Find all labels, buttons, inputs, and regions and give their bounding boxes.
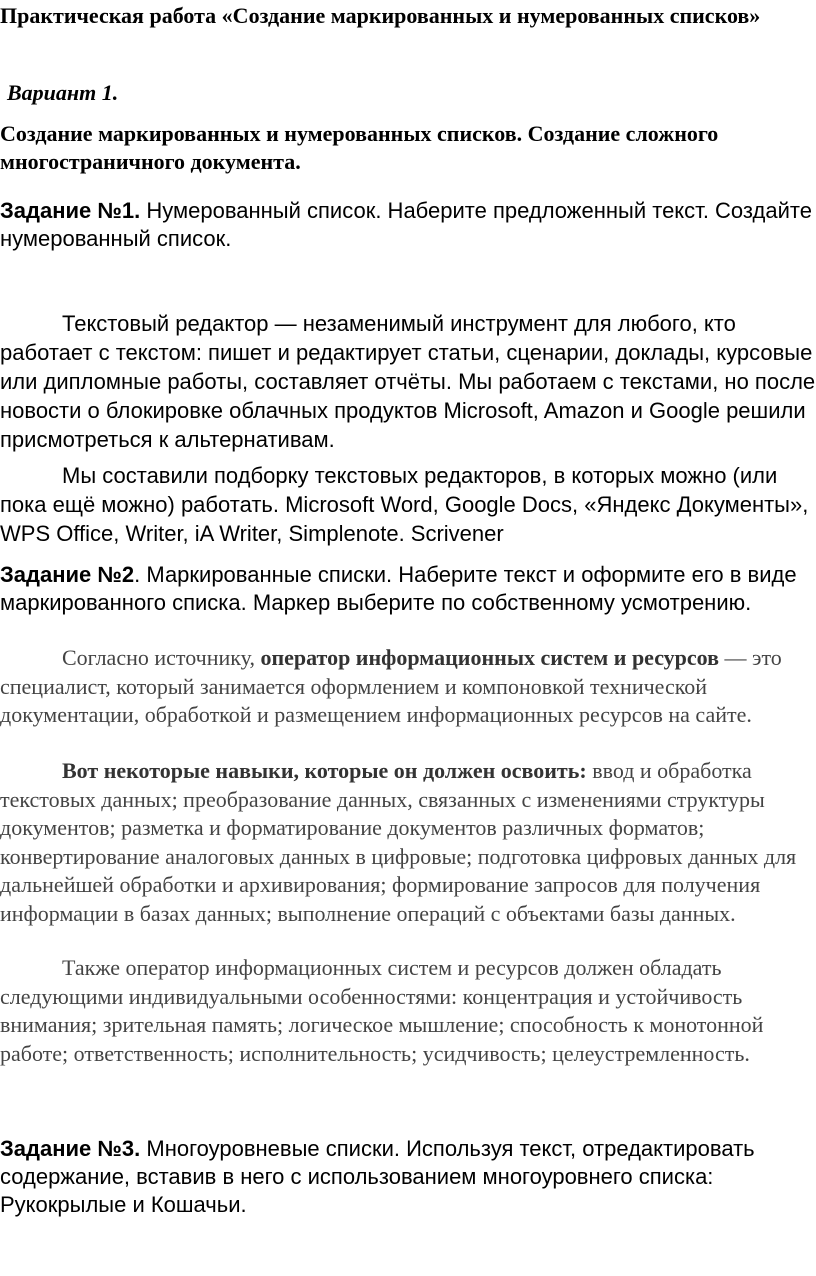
task2-heading [0,561,816,617]
document-title: Практическая работа «Создание маркированных и нумерованных списков» [0,3,761,28]
task1-paragraph-1: Текстовый редактор — незаменимый инструмент для любого, кто работает с текстом: пишет и редактирует статьи, сценарии, доклады, курсовые или дипломные работы, составляет отчёты. Мы работаем с текстами, но после новости о блокировке облачных продуктов Microsoft, Amazon и Google решили присмотреться к альтернативам. [0,311,816,452]
task3-heading [0,1135,816,1219]
variant-heading: Вариант 1. [7,80,119,105]
task2-paragraph-1 [0,644,816,730]
task2-p1-bold: оператор информационных систем и ресурсов [260,645,720,670]
task2-p2-rest: ввод и обработка текстовых данных; преобразование данных, связанных с изменениями структуры документов; разметка и форматирование документов различных форматов; конвертирование аналоговых данных в цифровые; подготовка цифровых данных для дальнейшей обработки и архивирования; формирование запросов для получения информации в базах данных; выполнение операций с объектами базы данных. [0,758,797,926]
task3-label: Задание №3. [0,1136,141,1161]
task2-p1-rest: — это специалист, который занимается оформлением и компоновкой технической документации, обработкой и размещением информационных ресурсов на сайте. [0,645,782,727]
task2-p2-bold: Вот некоторые навыки, которые он должен освоить: [62,758,587,783]
task1-text: Нумерованный список. Наберите предложенный текст. Создайте нумерованный список. [0,198,812,251]
task2-paragraph-3: Также оператор информационных систем и ресурсов должен обладать следующими индивидуальными особенностями: концентрация и устойчивость внимания; зрительная память; логическое мышление; способность к монотонной работе; ответственность; исполнительность; усидчивость; целеустремленность. [0,955,764,1066]
task1-paragraph-2: Мы составили подборку текстовых редакторов, в которых можно (или пока ещё можно) работать. Microsoft Word, Google Docs, «Яндекс Документы», WPS Office, Writer, iA Writer, Simplenote. Scrivener [0,463,809,546]
task2-paragraph-2 [0,757,816,928]
task2-p1-lead: Согласно источнику, [62,645,261,670]
section-subheading: Создание маркированных и нумерованных списков. Создание сложного многостраничного документа. [0,121,719,174]
task2-text: . Маркированные списки. Наберите текст и оформите его в виде маркированного списка. Маркер выберите по собственному усмотрению. [0,562,797,615]
task1-heading [0,197,816,253]
task3-text: Многоуровневые списки. Используя текст, отредактировать содержание, вставив в него с использованием многоуровнего списка: Рукокрылые и Кошачьи. [0,1136,755,1217]
task1-label: Задание №1. [0,198,141,223]
task2-label: Задание №2 [0,562,135,587]
